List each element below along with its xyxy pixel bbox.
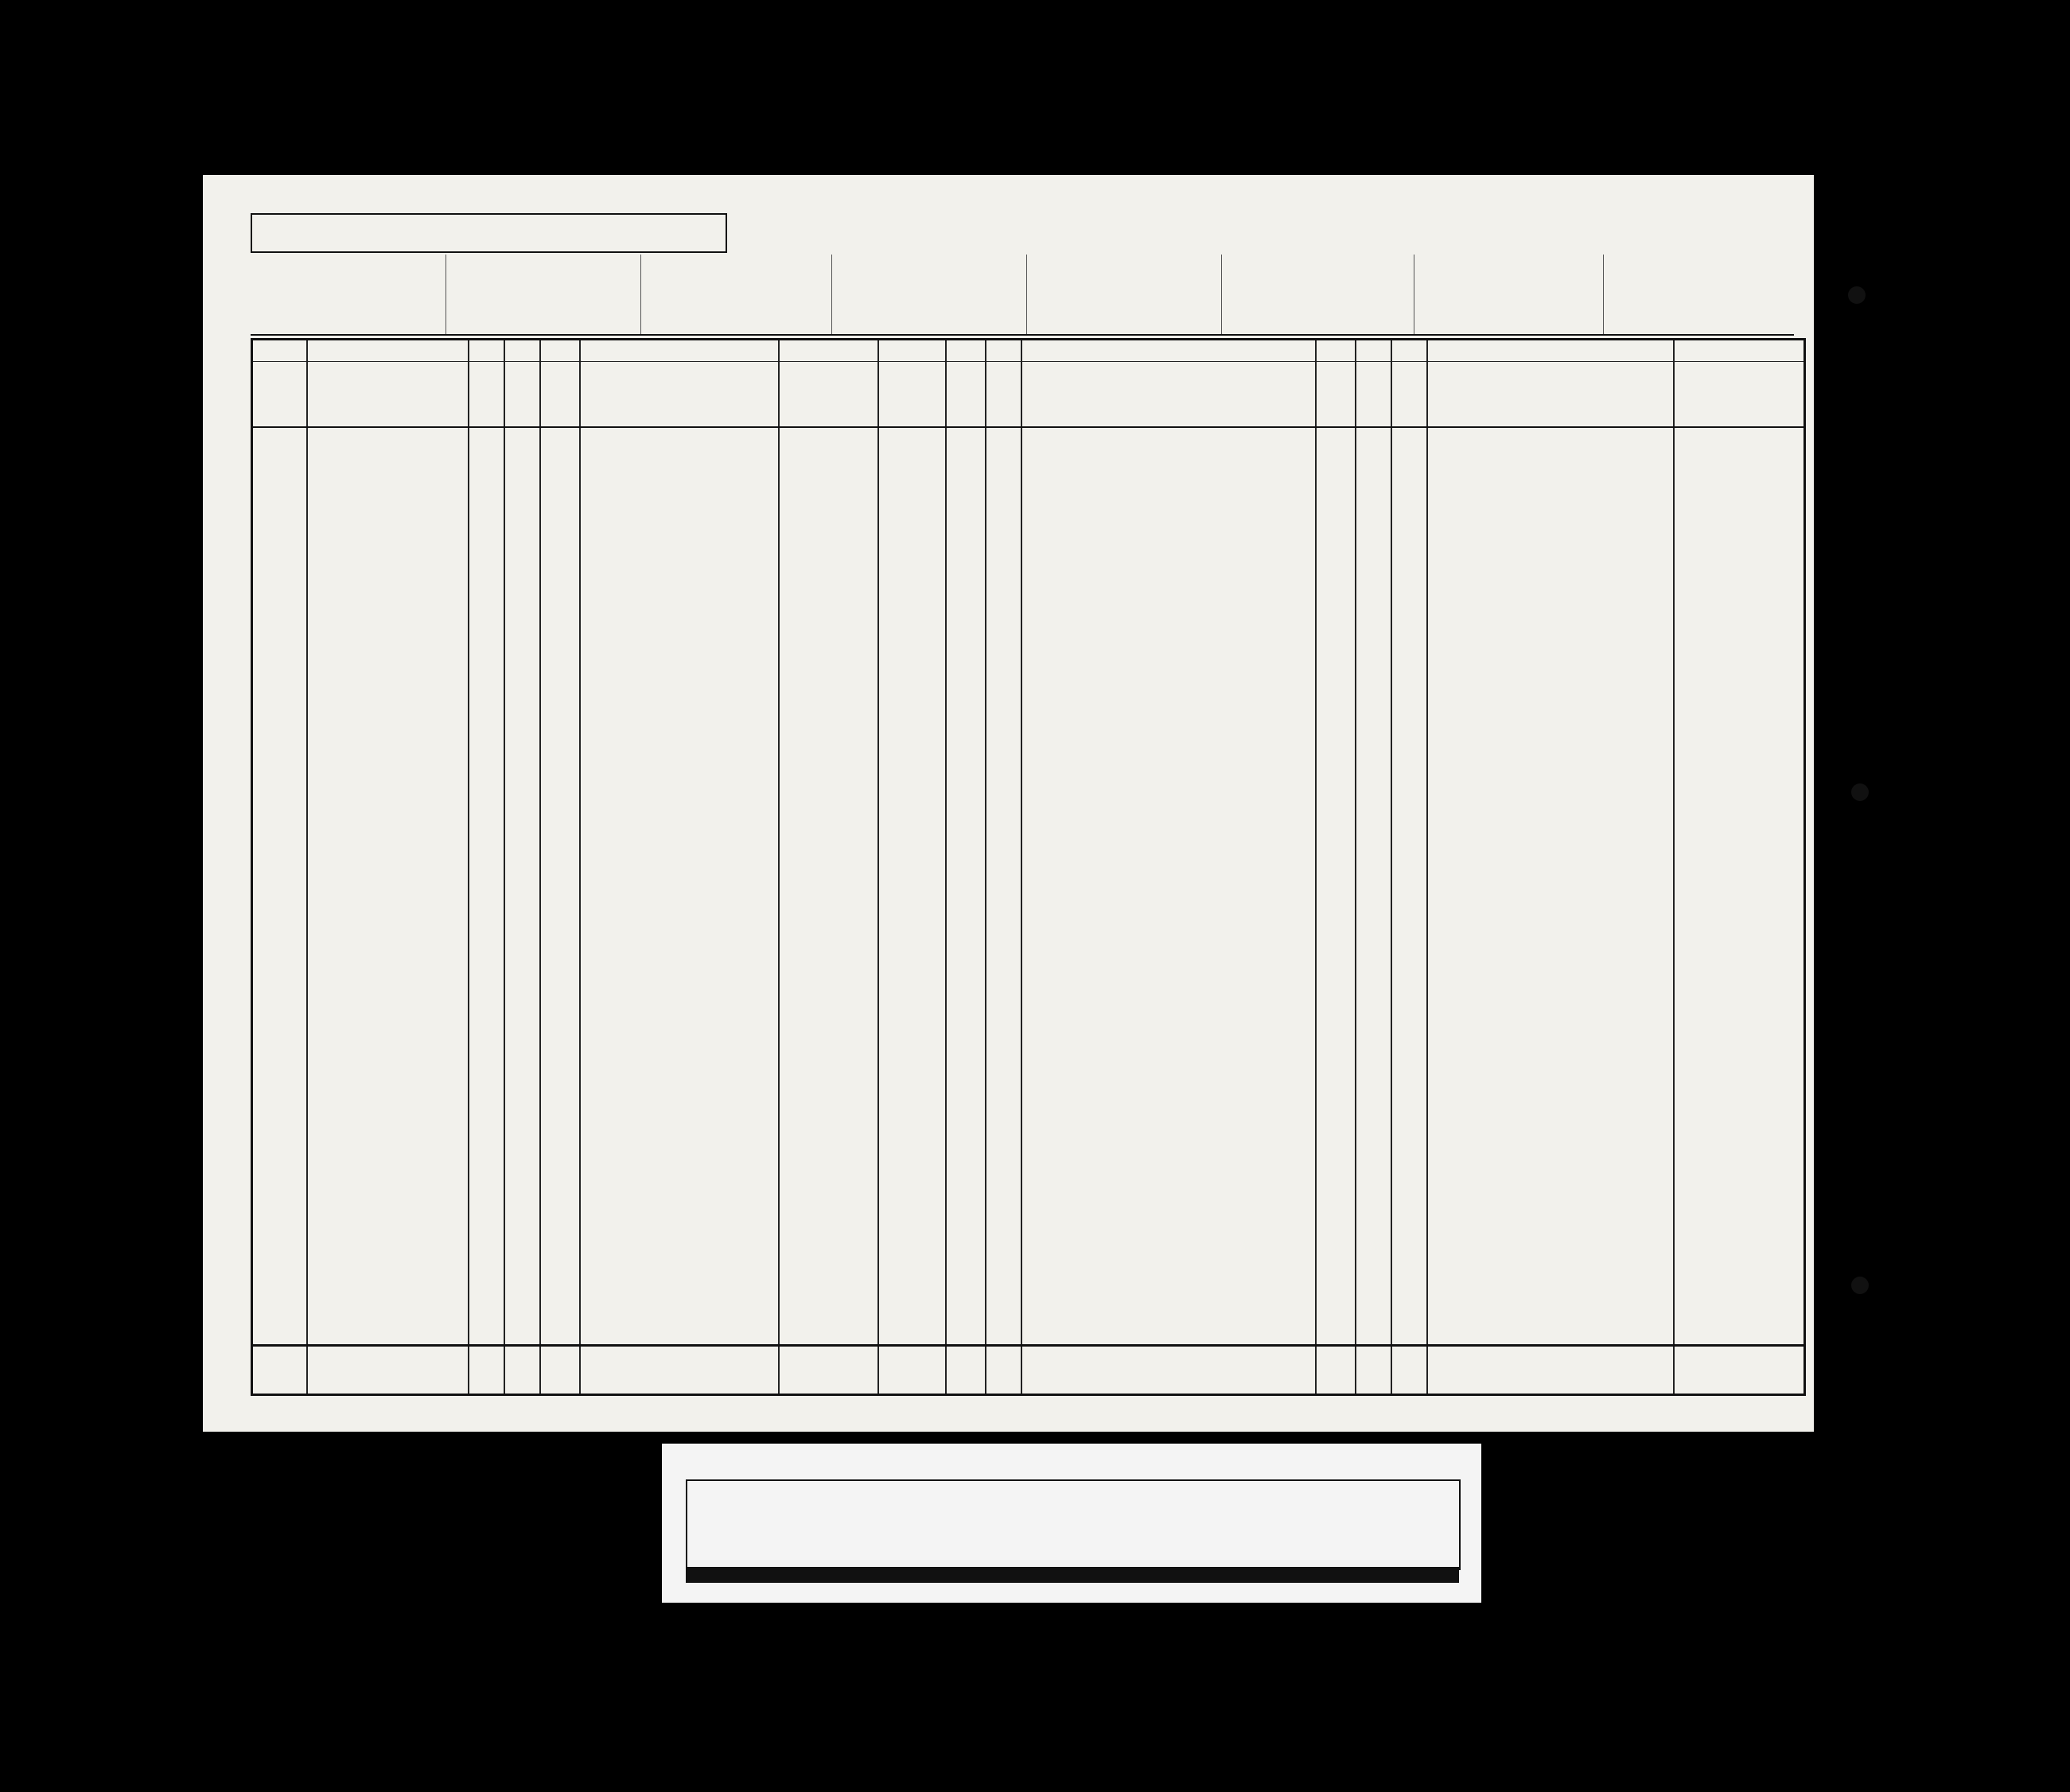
copyright-band bbox=[686, 1567, 1459, 1583]
binder-hole bbox=[1848, 286, 1866, 304]
binder-hole bbox=[1851, 1277, 1869, 1294]
county-box bbox=[251, 213, 727, 253]
reference-slip bbox=[662, 1444, 1481, 1603]
division-strip bbox=[251, 255, 1794, 336]
census-table bbox=[251, 338, 1806, 1396]
ruler-scale bbox=[1187, 1481, 1457, 1565]
binder-hole bbox=[1851, 783, 1869, 801]
